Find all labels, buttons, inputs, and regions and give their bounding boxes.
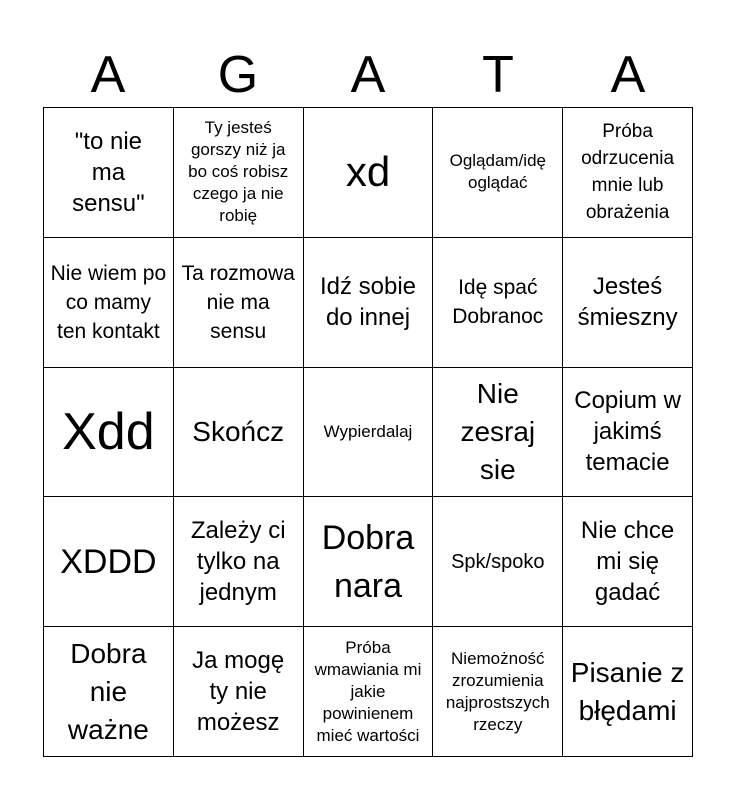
cell-text: Próba wmawiania mi jakie powinienem mieć wartości [314,637,422,745]
bingo-cell-r1c3[interactable] [304,108,434,238]
cell-text: Spk/spoko [451,550,545,573]
bingo-cell-r4c3[interactable] [304,497,434,627]
bingo-cell-r2c5[interactable] [563,238,693,368]
cell-text: Pisanie z błędami [570,656,685,726]
bingo-cell-r5c5[interactable] [563,627,693,757]
header-letter-a3: A [610,46,646,104]
bingo-cell-r1c2[interactable] [174,108,304,238]
bingo-cell-r1c1[interactable] [44,108,174,238]
bingo-cell-r3c5[interactable] [563,368,693,498]
bingo-cell-r3c3[interactable] [304,368,434,498]
bingo-cell-r2c1[interactable] [44,238,174,368]
cell-text: Skończ [192,415,285,447]
bingo-cell-r2c3[interactable] [304,238,434,368]
bingo-grid [43,107,693,757]
cell-text: Xdd [62,402,155,461]
bingo-cell-r4c1[interactable] [44,497,174,627]
cell-text: "to nie ma sensu" [72,127,145,217]
header-letter-t: T [482,46,514,104]
cell-text: Oglądam/idę oglądać [449,151,546,193]
cell-text: Ta rozmowa nie ma sensu [181,261,295,343]
bingo-header [43,44,693,106]
header-letter-g: G [217,46,259,104]
cell-text: xd [345,148,391,196]
cell-text: Idę spać Dobranoc [452,276,544,329]
bingo-cell-r2c4[interactable] [433,238,563,368]
cell-text: XDDD [60,542,157,581]
bingo-cell-r4c4[interactable] [433,497,563,627]
cell-text: Wypierdalaj [323,421,413,441]
bingo-cell-r5c3[interactable] [304,627,434,757]
bingo-cell-r3c1[interactable] [44,368,174,498]
bingo-cell-r5c2[interactable] [174,627,304,757]
cell-text: Próba odrzucenia mnie lub obrażenia [581,121,675,224]
cell-text: Zależy ci tylko na jednym [190,517,286,607]
bingo-cell-r5c1[interactable] [44,627,174,757]
cell-text: Nie chce mi się gadać [580,517,675,607]
cell-text: Niemożność zrozumienia najprostszych rzeczy [445,648,550,734]
cell-text: Dobra nara [321,518,415,605]
bingo-cell-r2c2[interactable] [174,238,304,368]
bingo-cell-r1c5[interactable] [563,108,693,238]
cell-text: Idź sobie do innej [319,273,417,332]
cell-text: Jesteś śmieszny [577,273,678,332]
bingo-cell-r4c2[interactable] [174,497,304,627]
bingo-cell-r3c2[interactable] [174,368,304,498]
bingo-cell-r4c5[interactable] [563,497,693,627]
cell-text: Copium w jakimś temacie [574,387,681,477]
header-letter-a1: A [90,46,126,104]
header-letter-a2: A [350,46,386,104]
cell-text: Dobra nie ważne [67,637,149,745]
bingo-cell-r3c4[interactable] [433,368,563,498]
bingo-cell-r5c4[interactable] [433,627,563,757]
cell-text: Nie wiem po co mamy ten kontakt [50,261,167,343]
cell-text: Ty jesteś gorszy niż ja bo coś robisz czego ja nie robię [188,118,289,226]
cell-text: Nie zesraj sie [460,377,536,485]
cell-text: Ja mogę ty nie możesz [192,647,285,737]
bingo-cell-r1c4[interactable] [433,108,563,238]
